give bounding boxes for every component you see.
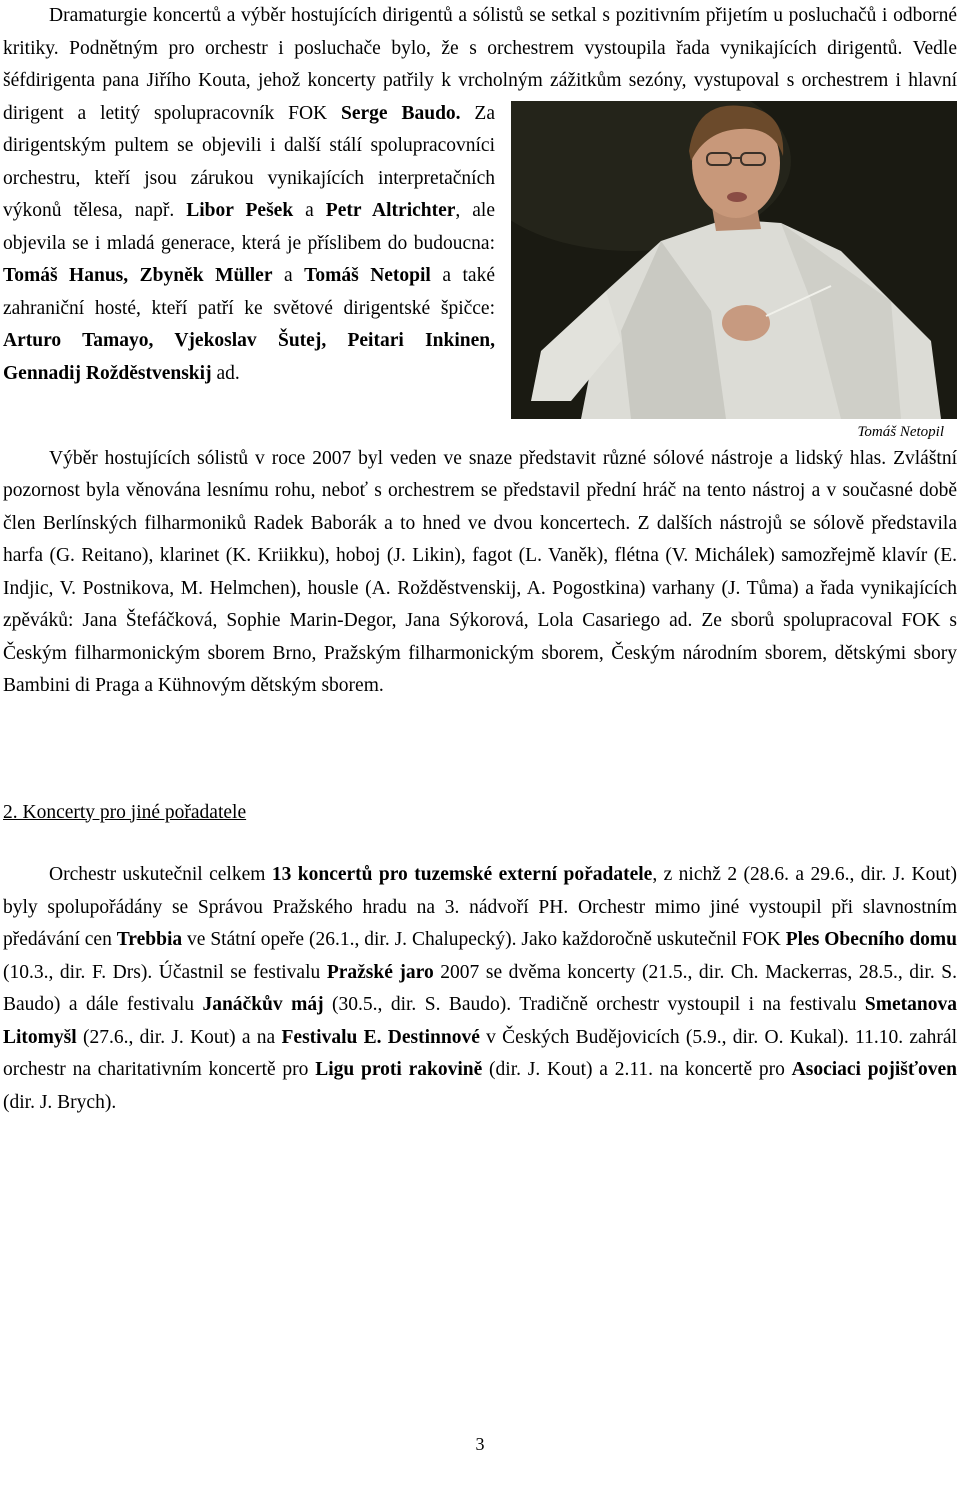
page-number: 3 bbox=[475, 1434, 485, 1454]
bold-text: Ples Obecního domu bbox=[785, 929, 958, 950]
conductor-photo bbox=[511, 101, 957, 419]
bold-text: Festivalu E. Destinnové bbox=[281, 1026, 480, 1048]
paragraph-soloists: Výběr hostujících sólistů v roce 2007 byl veden ve snaze představit různé sólové nástroje a lidský hlas. Zvláštní pozornost byla věnována lesnímu rohu, neboť s orchestrem se představil přední hráč na tento nástroj a v současné době člen Berlínských filharmoniků Radek Baborák a to hned ve dvou koncertech. Z dalších nástrojů se sólově představila harfa (G. Reitano), klarinet (K. Kriikku), hoboj (J. Likin), fagot (L. Vaněk), flétna (V. Michálek) samozřejmě klavír (E. Indjic, V. Postnikova, M. Helmchen), housle (A. Rožděstvenskij, A. Pogostkina) varhany (J. Tůma) a řada vynikajících zpěváků: Jana Štefáčková, Sophie Marin-Degor, Jana Sýkorová, Lola Casariego ad. Ze sborů spolupracoval FOK s Českým filharmonickým sborem Brno, Pražským filharmonickým sborem, Českým národním sborem, dětskými sbory Bambini di Praga a Kühnovým dětským sborem. bbox=[3, 447, 957, 696]
bold-text: Janáčkův máj bbox=[202, 994, 324, 1015]
paragraph-text: Dramaturgie koncertů a výběr hostujících dirigentů a sólistů se setkal s pozitivním přijetím u posluchačů i odborné kritiky. Podnětným pro orchestr i posluchače bylo, že s orchestrem vystoupila řada vynikajících dirigentů. Vedle šéfdirigenta pana Jiřího Kouta, jehož koncerty patřily k vrcholným zážitkům sezóny, vystupoval s orchestrem i hlavní dirigent a letitý spolupracovník FOK bbox=[3, 5, 957, 124]
name-libor-pesek: Libor Pešek bbox=[186, 200, 294, 221]
paragraph-text: Orchestr uskutečnil celkem bbox=[49, 864, 272, 885]
bold-text: Asociaci pojišťoven bbox=[791, 1059, 958, 1080]
bold-text: Smetanova Litomyšl bbox=[3, 994, 957, 1048]
paragraph-text: a bbox=[293, 200, 326, 221]
paragraph-text: , ale objevila se i mladá generace, která je příslibem do budoucna: bbox=[3, 200, 495, 254]
bold-text: 13 koncertů pro tuzemské externí pořadatele bbox=[271, 864, 653, 885]
paragraph-text: (dir. J. Kout) a 2.11. na koncertě pro bbox=[482, 1059, 792, 1080]
paragraph-text: Za dirigentským pultem se objevili i další stálí spolupracovníci orchestru, kteří jsou zárukou vynikajících interpretačních výkonů tělesa, např. bbox=[3, 102, 495, 221]
bold-text: Pražské jaro bbox=[326, 961, 434, 983]
names-foreign-guests: Arturo Tamayo, Vjekoslav Šutej, Peitari Inkinen, Gennadij Rožděstvenskij bbox=[3, 330, 495, 384]
name-tomas-netopil: Tomáš Netopil bbox=[304, 265, 431, 286]
paragraph-text: 2007 se dvěma koncerty (21.5., dir. Ch. Mackerras, 28.5., dir. S. Baudo) a dále festivalu bbox=[3, 961, 957, 1015]
name-serge-baudo: Serge Baudo. bbox=[341, 102, 461, 124]
name-petr-altrichter: Petr Altrichter bbox=[325, 200, 456, 221]
paragraph-text: , z nichž 2 (28.6. a 29.6., dir. J. Kout) byly spolupořádány se Správou Pražského hradu na 3. nádvoří PH. Orchestr mimo jiné vystoupil při slavnostním předávání cen bbox=[3, 864, 957, 950]
paragraph-text: v Českých Budějovicích (5.9., dir. O. Kukal). 11.10. zahrál orchestr na charitativním koncertě pro bbox=[3, 1026, 957, 1080]
bold-text: Trebbia bbox=[116, 929, 183, 950]
paragraph-text: a také zahraniční hosté, kteří patří ke světové dirigentské špičce: bbox=[3, 265, 495, 319]
paragraph-text: (10.3., dir. F. Drs). Účastnil se festivalu bbox=[3, 961, 327, 983]
conductor-photo-image bbox=[511, 101, 957, 419]
paragraph-text: (27.6., dir. J. Kout) a na bbox=[76, 1026, 282, 1048]
paragraph-external-concerts bbox=[3, 859, 957, 1119]
section-heading: 2. Koncerty pro jiné pořadatele bbox=[3, 801, 247, 823]
paragraph-text: ad. bbox=[211, 362, 240, 384]
photo-figure bbox=[511, 98, 957, 443]
name-hanus-muller: Tomáš Hanus, Zbyněk Müller bbox=[3, 265, 273, 286]
paragraph-text: (dir. J. Brych). bbox=[3, 1091, 117, 1113]
paragraph-conductors bbox=[3, 0, 957, 440]
paragraph-text: ve Státní opeře (26.1., dir. J. Chalupecký). Jako každoročně uskutečnil FOK bbox=[182, 929, 786, 950]
paragraph-text: (30.5., dir. S. Baudo). Tradičně orchestr vystoupil i na festivalu bbox=[323, 994, 865, 1015]
paragraph-text: a bbox=[272, 265, 305, 286]
bold-text: Ligu proti rakovině bbox=[315, 1059, 483, 1080]
document-page bbox=[3, 0, 957, 1119]
photo-caption: Tomáš Netopil bbox=[857, 423, 944, 440]
